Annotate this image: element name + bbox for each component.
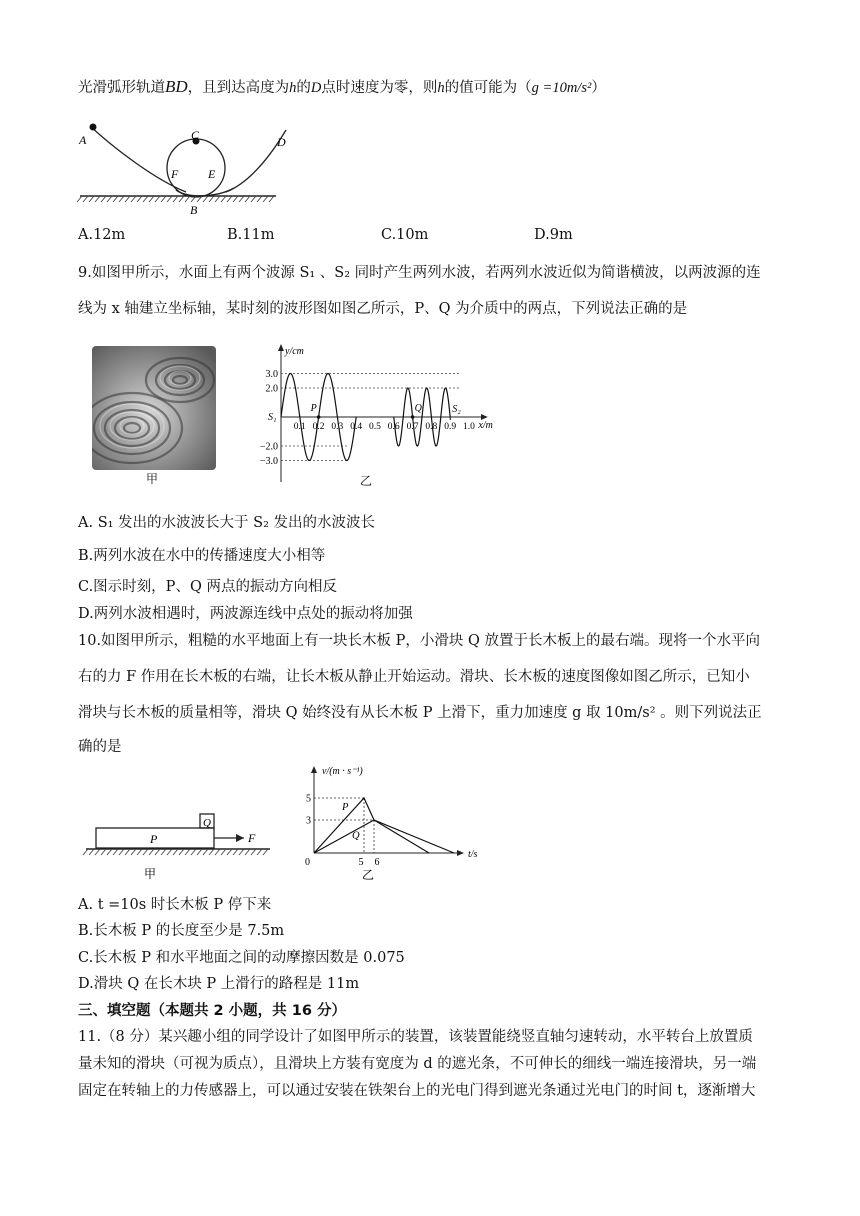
q8-option-b: B.11m	[227, 227, 275, 243]
hatch-mark	[221, 849, 226, 855]
hatch-mark	[209, 196, 214, 202]
q11-stem-line-3: 固定在转轴上的力传感器上，可以通过安装在铁架台上的光电门得到遮光条通过光电门的时间 t，逐渐增大	[78, 1083, 756, 1099]
q9-option-c: C.图示时刻，P、Q 两点的振动方向相反	[78, 579, 337, 595]
y-tick-label: −2.0	[259, 441, 278, 453]
x-tick-label: 0.4	[350, 422, 363, 432]
q9-ripple-photo	[92, 346, 216, 470]
hatch-mark	[167, 849, 172, 855]
q9-option-b: B.两列水波在水中的传播速度大小相等	[78, 548, 326, 564]
label-f: F	[171, 167, 179, 181]
q8-option-c: C.10m	[381, 227, 429, 243]
q9-wave-graph	[250, 340, 510, 492]
q9-stem-line-1: 9.如图甲所示，水面上有两个波源 S₁ 、S₂ 同时产生两列水波，若两列水波近似为简谐横波，以两波源的连	[78, 265, 761, 281]
ground-hatch-2	[83, 849, 268, 855]
point-p-label: P	[310, 403, 317, 414]
q10-vt-graph	[300, 760, 510, 880]
x-tick-label: 0.2	[312, 422, 325, 432]
hatch-mark	[179, 196, 184, 202]
hatch-mark	[83, 849, 88, 855]
q8-track-figure	[76, 110, 306, 226]
q8-options	[78, 227, 798, 249]
q10-option-a: A. t =10s 时长木板 P 停下来	[78, 897, 272, 913]
q9-option-d: D.两列水波相遇时，两波源连线中点处的振动将加强	[78, 606, 413, 622]
hatch-mark	[203, 849, 208, 855]
hatch-mark	[221, 196, 226, 202]
hatch-mark	[83, 196, 88, 202]
hatch-mark	[173, 849, 178, 855]
x-tick-label: 0.8	[425, 422, 438, 432]
hatch-mark	[143, 849, 148, 855]
q10-board-figure	[82, 808, 272, 888]
q10-stem-line-3: 滑块与长木板的质量相等，滑块 Q 始终没有从长木板 P 上滑下，重力加速度 g 取 10m/s² 。则下列说法正	[78, 705, 762, 721]
q9-caption-right: 乙	[360, 474, 373, 488]
line-p-label: P	[342, 802, 349, 814]
q10-caption-left: 甲	[144, 867, 157, 881]
q9-option-a: A. S₁ 发出的水波波长大于 S₂ 发出的水波波长	[78, 515, 376, 531]
hatch-mark	[245, 196, 250, 202]
hatch-mark	[149, 849, 154, 855]
hatch-mark	[215, 849, 220, 855]
q8-stem-line: 光滑弧形轨道BD，且到达高度为h的D点时速度为零，则h的值可能为（g =10m/s²）	[78, 77, 606, 96]
hatch-mark	[101, 196, 106, 202]
q10-stem-line-4: 确的是	[78, 739, 122, 755]
origin-label: 0	[305, 857, 310, 868]
hatch-mark	[203, 196, 208, 202]
q11-stem-line-1: 11.（8 分）某兴趣小组的同学设计了如图甲所示的装置，该装置能绕竖直轴匀速转动，水平转台上放置质	[78, 1029, 753, 1045]
hatch-mark	[149, 196, 154, 202]
q10-stem-line-1: 10.如图甲所示，粗糙的水平地面上有一块长木板 P，小滑块 Q 放置于长木板上的最右端。现将一个水平向	[78, 633, 761, 649]
v-tick-3: 3	[306, 815, 311, 827]
y-axis-arrow	[278, 344, 284, 351]
label-force-f: F	[248, 831, 256, 845]
hatch-mark	[251, 849, 256, 855]
t-axis-label: t/s	[468, 849, 478, 860]
s2-label: S₂	[452, 404, 461, 415]
t-axis-arrow	[457, 850, 464, 856]
ball-a	[90, 124, 97, 131]
hatch-mark	[239, 849, 244, 855]
hatch-mark	[95, 849, 100, 855]
hatch-mark	[155, 849, 160, 855]
x-tick-label: 0.7	[406, 422, 419, 432]
label-d: D	[277, 135, 286, 149]
point-q	[411, 415, 415, 419]
q10-caption-right: 乙	[362, 868, 375, 880]
label-c: C	[191, 128, 200, 142]
q9-stem-line-2: 线为 x 轴建立坐标轴，某时刻的波形图如图乙所示，P、Q 为介质中的两点，下列说法正确的是	[78, 301, 688, 317]
label-b: B	[190, 203, 198, 217]
hatch-mark	[245, 849, 250, 855]
ground-hatch	[77, 196, 274, 202]
hatch-mark	[227, 849, 232, 855]
hatch-mark	[263, 849, 268, 855]
hatch-mark	[161, 849, 166, 855]
label-board-p: P	[150, 832, 158, 846]
x-axis-label: x/m	[478, 420, 493, 431]
x-tick-label: 0.9	[444, 422, 457, 432]
hatch-mark	[185, 849, 190, 855]
hatch-mark	[233, 196, 238, 202]
q8-option-a: A.12m	[78, 227, 126, 243]
y-tick-label: 3.0	[265, 369, 278, 380]
x-tick-label: 0.1	[293, 422, 306, 432]
hatch-mark	[173, 196, 178, 202]
hatch-mark	[197, 849, 202, 855]
x-tick-label: 0.5	[369, 422, 381, 432]
hatch-mark	[185, 196, 190, 202]
y-tick-label: 2.0	[265, 383, 278, 395]
hatch-mark	[107, 196, 112, 202]
hatch-mark	[95, 196, 100, 202]
hatch-mark	[257, 849, 262, 855]
hatch-mark	[101, 849, 106, 855]
hatch-mark	[143, 196, 148, 202]
q11-stem-line-2: 量未知的滑块（可视为质点），且滑块上方装有宽度为 d 的遮光条，不可伸长的细线一端连接滑块，另一端	[78, 1056, 757, 1072]
section-3-heading: 三、填空题（本题共 2 小题，共 16 分）	[78, 1003, 346, 1019]
line-p	[314, 798, 429, 853]
y-axis-label: y/cm	[285, 346, 304, 357]
hatch-mark	[89, 196, 94, 202]
hatch-mark	[131, 196, 136, 202]
hatch-mark	[239, 196, 244, 202]
hatch-mark	[137, 849, 142, 855]
x-tick-label: 0.6	[387, 422, 400, 432]
hatch-mark	[269, 196, 274, 202]
label-e: E	[208, 167, 216, 181]
hatch-mark	[167, 196, 172, 202]
hatch-mark	[161, 196, 166, 202]
hatch-mark	[125, 849, 130, 855]
x-tick-label: 0.3	[331, 422, 344, 432]
hatch-mark	[119, 196, 124, 202]
hatch-mark	[209, 849, 214, 855]
t-tick-5: 5	[358, 857, 364, 868]
hatch-mark	[233, 849, 238, 855]
hatch-mark	[125, 196, 130, 202]
hatch-mark	[263, 196, 268, 202]
hatch-mark	[215, 196, 220, 202]
hatch-mark	[227, 196, 232, 202]
y-tick-label: −3.0	[259, 456, 278, 467]
line-q	[314, 820, 454, 853]
v-tick-5: 5	[306, 793, 311, 805]
hatch-mark	[257, 196, 262, 202]
hatch-mark	[155, 196, 160, 202]
hatch-mark	[251, 196, 256, 202]
point-q-label: Q	[414, 403, 422, 414]
q8-option-d: D.9m	[534, 227, 573, 243]
hatch-mark	[113, 196, 118, 202]
q10-option-c: C.长木板 P 和水平地面之间的动摩擦因数是 0.075	[78, 950, 405, 966]
line-q-label: Q	[352, 830, 360, 842]
label-a: A	[79, 133, 87, 147]
hatch-mark	[77, 196, 82, 202]
point-p	[317, 415, 321, 419]
hatch-mark	[113, 849, 118, 855]
label-block-q: Q	[203, 817, 211, 829]
q10-option-d: D.滑块 Q 在长木块 P 上滑行的路程是 11m	[78, 976, 360, 992]
x-tick-label: 1.0	[463, 422, 475, 432]
hatch-mark	[179, 849, 184, 855]
hatch-mark	[107, 849, 112, 855]
q10-stem-line-2: 右的力 F 作用在长木板的右端，让长木板从静止开始运动。滑块、长木板的速度图像如图乙所示，已知小	[78, 669, 750, 685]
q10-option-b: B.长木板 P 的长度至少是 7.5m	[78, 923, 285, 939]
v-axis-label: v/(m · s⁻¹)	[322, 766, 363, 777]
q9-caption-left: 甲	[146, 472, 159, 486]
hatch-mark	[119, 849, 124, 855]
v-axis-arrow	[311, 766, 317, 773]
t-tick-6: 6	[374, 857, 380, 868]
track-left-slope	[90, 126, 186, 192]
hatch-mark	[137, 196, 142, 202]
hatch-mark	[191, 849, 196, 855]
hatch-mark	[131, 849, 136, 855]
hatch-mark	[89, 849, 94, 855]
s1-label: S₁	[268, 412, 277, 423]
